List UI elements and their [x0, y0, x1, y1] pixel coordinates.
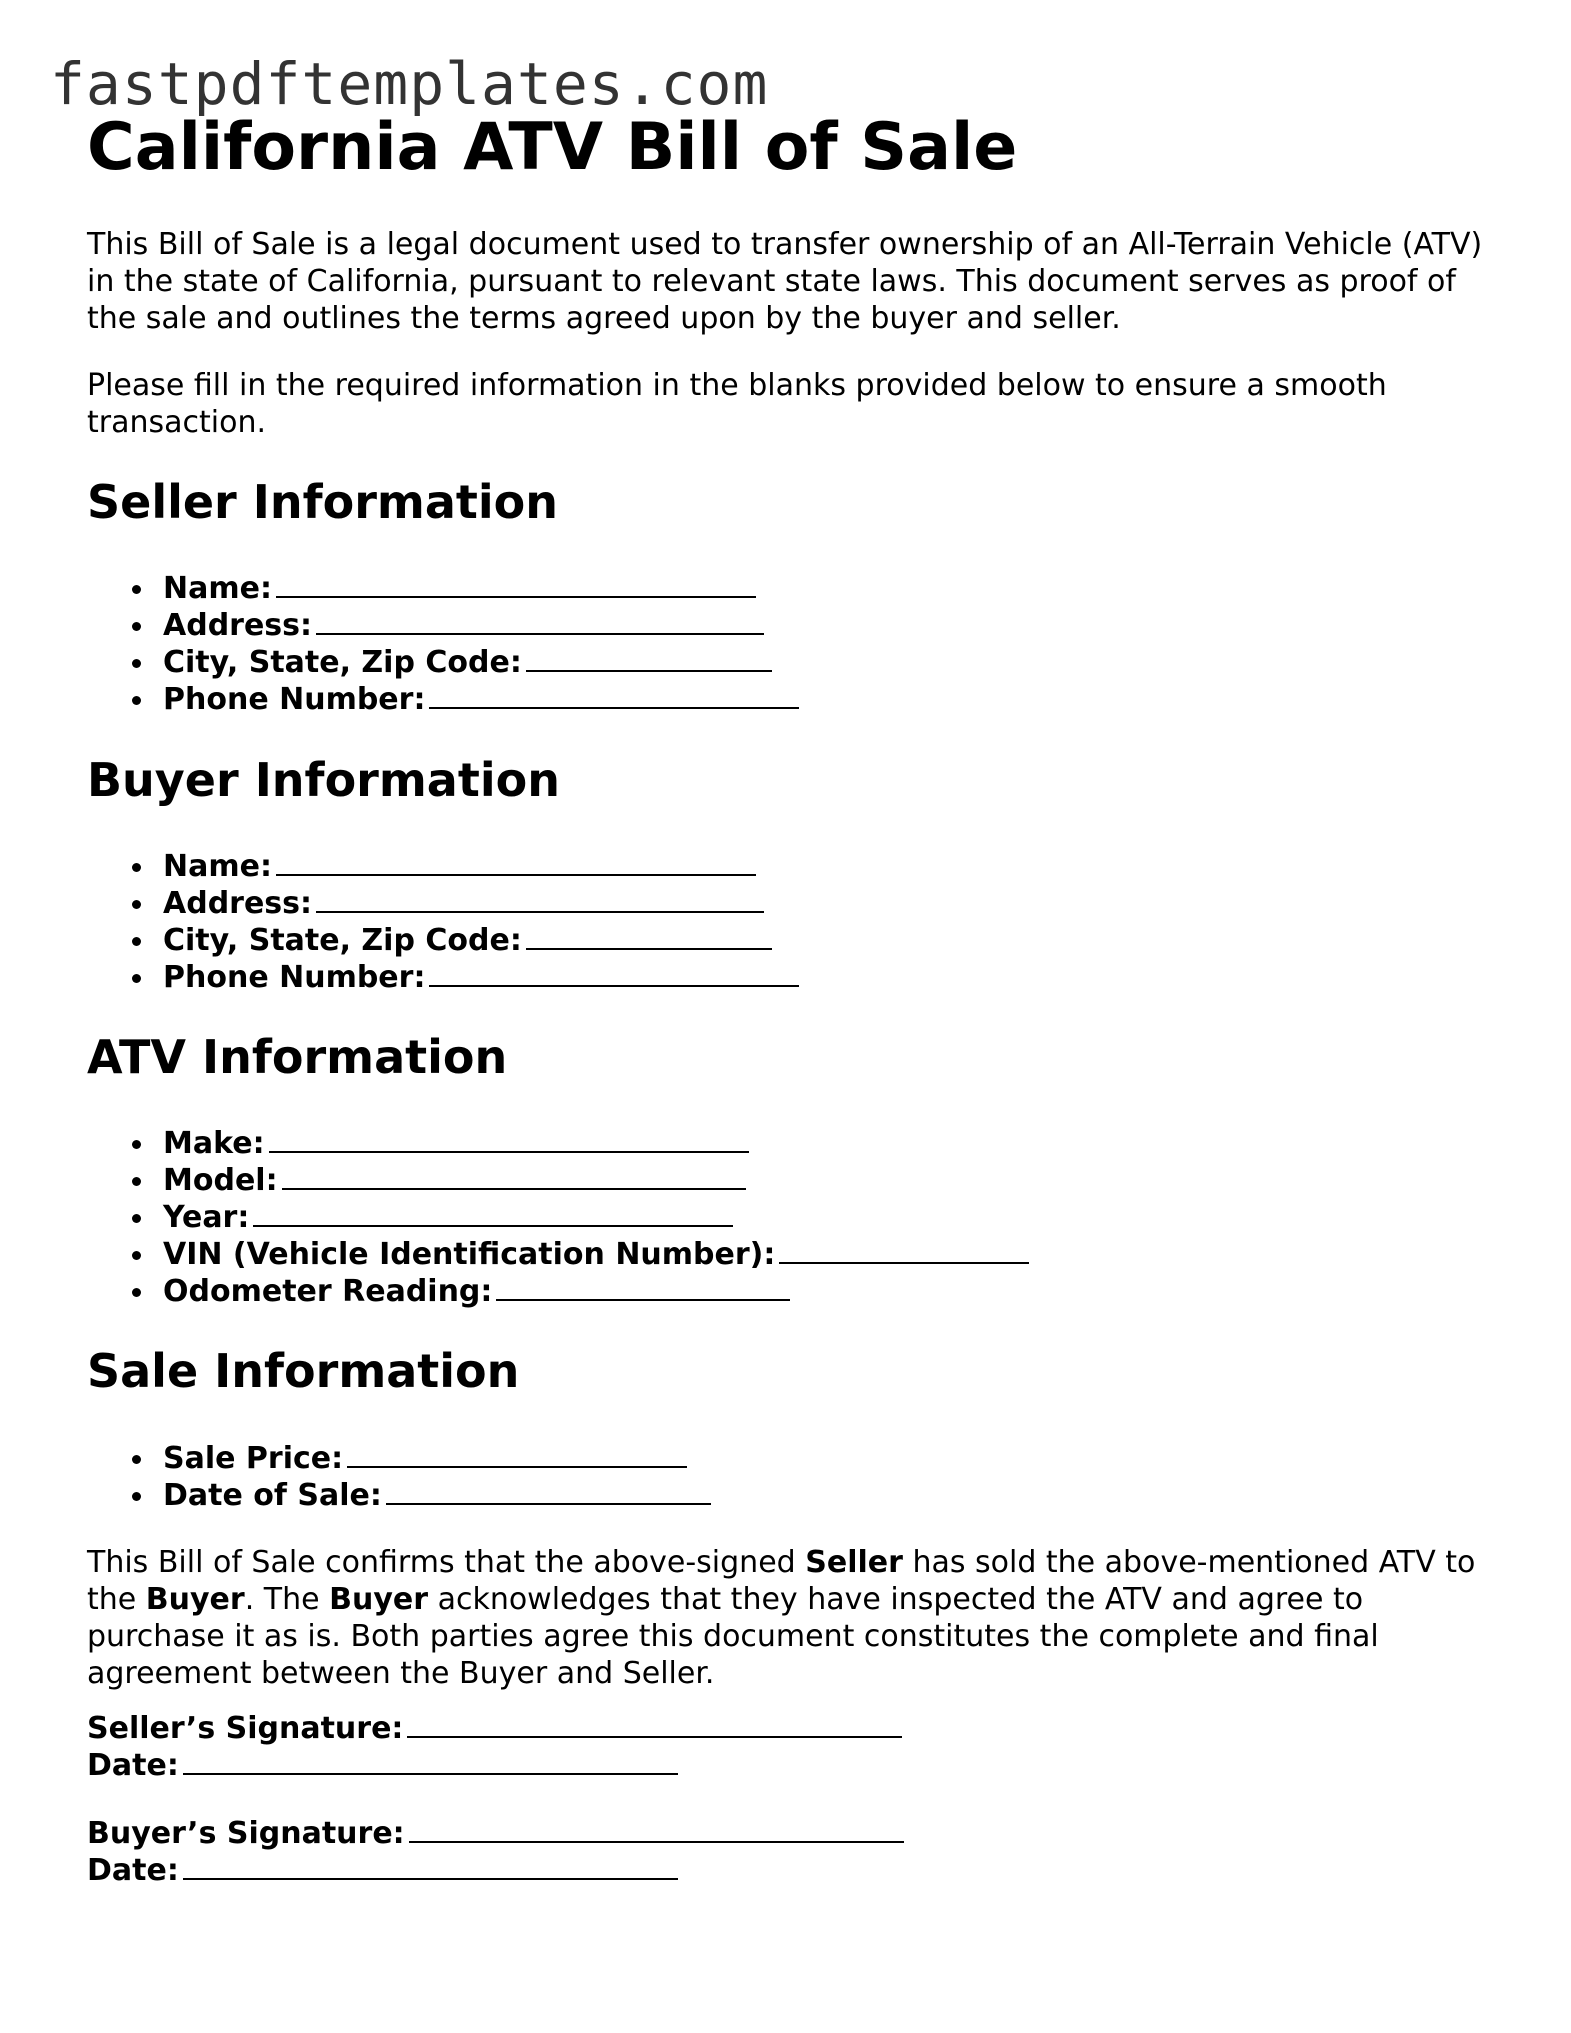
closing-text: has sold the above-mentioned ATV to the	[87, 1545, 1476, 1617]
blank-line[interactable]	[407, 1710, 902, 1738]
blank-line[interactable]	[316, 885, 764, 913]
seller-name-field[interactable]	[163, 570, 799, 607]
atv-heading: ATV Information	[87, 1030, 508, 1084]
sale-heading: Sale Information	[87, 1344, 520, 1398]
buyer-city-state-zip-field[interactable]	[163, 922, 799, 959]
blank-line[interactable]	[183, 1747, 678, 1775]
blank-line[interactable]	[429, 681, 799, 709]
buyer-signature-block	[87, 1815, 904, 1889]
sale-fields	[87, 1440, 711, 1514]
field-label: Model:	[163, 1163, 278, 1198]
blank-line[interactable]	[526, 922, 772, 950]
seller-address-field[interactable]	[163, 607, 799, 644]
blank-line[interactable]	[253, 1199, 733, 1227]
field-label: Phone Number:	[163, 682, 426, 717]
document-title: California ATV Bill of Sale	[87, 110, 1018, 185]
seller-signature-block	[87, 1710, 902, 1784]
watermark: fastpdftemplates.com	[50, 50, 769, 118]
field-label: Sale Price:	[163, 1441, 344, 1476]
closing-paragraph	[87, 1544, 1487, 1692]
blank-line[interactable]	[496, 1273, 790, 1301]
intro-paragraph: This Bill of Sale is a legal document used to transfer ownership of an All-Terrain Vehicle (ATV) in the state of California, pursuant to relevant state laws. This document serves as proof of the sale and outlines the terms agreed upon by the buyer and seller.	[87, 227, 1483, 336]
atv-model-field[interactable]	[163, 1162, 1029, 1199]
seller-phone-field[interactable]	[163, 681, 799, 718]
field-label: Date:	[87, 1853, 179, 1888]
field-label: Name:	[163, 571, 272, 606]
atv-fields	[87, 1125, 1029, 1310]
closing-text: acknowledges that they have inspected the ATV and agree to purchase it as is. Both parties agree this document constitutes the complete and final agreement between the Buyer and Seller.	[87, 1582, 1379, 1691]
blank-line[interactable]	[276, 848, 756, 876]
closing-seller-term: Seller	[805, 1545, 903, 1580]
seller-date-field[interactable]	[87, 1747, 902, 1784]
field-label: Year:	[163, 1200, 250, 1235]
buyer-address-field[interactable]	[163, 885, 799, 922]
instruction-paragraph: Please fill in the required information in the blanks provided below to ensure a smooth transaction.	[87, 368, 1387, 440]
blank-line[interactable]	[269, 1125, 749, 1153]
blank-line[interactable]	[282, 1162, 746, 1190]
buyer-fields	[87, 848, 799, 996]
blank-line[interactable]	[386, 1477, 711, 1505]
closing-text: This Bill of Sale confirms that the above-signed	[87, 1545, 806, 1580]
atv-year-field[interactable]	[163, 1199, 1029, 1236]
blank-line[interactable]	[409, 1815, 904, 1843]
blank-line[interactable]	[183, 1852, 678, 1880]
field-label: Odometer Reading:	[163, 1274, 493, 1309]
blank-line[interactable]	[347, 1440, 687, 1468]
field-label: Seller’s Signature:	[87, 1711, 404, 1746]
closing-buyer-term: Buyer	[145, 1582, 245, 1617]
field-label: Buyer’s Signature:	[87, 1816, 405, 1851]
buyer-heading: Buyer Information	[87, 753, 560, 807]
blank-line[interactable]	[526, 644, 772, 672]
field-label: Make:	[163, 1126, 265, 1161]
seller-city-state-zip-field[interactable]	[163, 644, 799, 681]
field-label: Name:	[163, 849, 272, 884]
seller-heading: Seller Information	[87, 475, 559, 529]
atv-odometer-field[interactable]	[163, 1273, 1029, 1310]
atv-make-field[interactable]	[163, 1125, 1029, 1162]
field-label: City, State, Zip Code:	[163, 645, 522, 680]
field-label: City, State, Zip Code:	[163, 923, 522, 958]
blank-line[interactable]	[779, 1236, 1029, 1264]
atv-vin-field[interactable]	[163, 1236, 1029, 1273]
buyer-phone-field[interactable]	[163, 959, 799, 996]
closing-buyer-term: Buyer	[329, 1582, 429, 1617]
field-label: Address:	[163, 608, 313, 643]
buyer-signature-field[interactable]	[87, 1815, 904, 1852]
field-label: Date of Sale:	[163, 1478, 382, 1513]
blank-line[interactable]	[276, 570, 756, 598]
seller-signature-field[interactable]	[87, 1710, 902, 1747]
closing-text: . The	[244, 1582, 330, 1617]
field-label: Date:	[87, 1748, 179, 1783]
buyer-date-field[interactable]	[87, 1852, 904, 1889]
sale-price-field[interactable]	[163, 1440, 711, 1477]
blank-line[interactable]	[429, 959, 799, 987]
field-label: VIN (Vehicle Identification Number):	[163, 1237, 776, 1272]
buyer-name-field[interactable]	[163, 848, 799, 885]
field-label: Phone Number:	[163, 960, 426, 995]
blank-line[interactable]	[316, 607, 764, 635]
sale-date-field[interactable]	[163, 1477, 711, 1514]
field-label: Address:	[163, 886, 313, 921]
seller-fields	[87, 570, 799, 718]
